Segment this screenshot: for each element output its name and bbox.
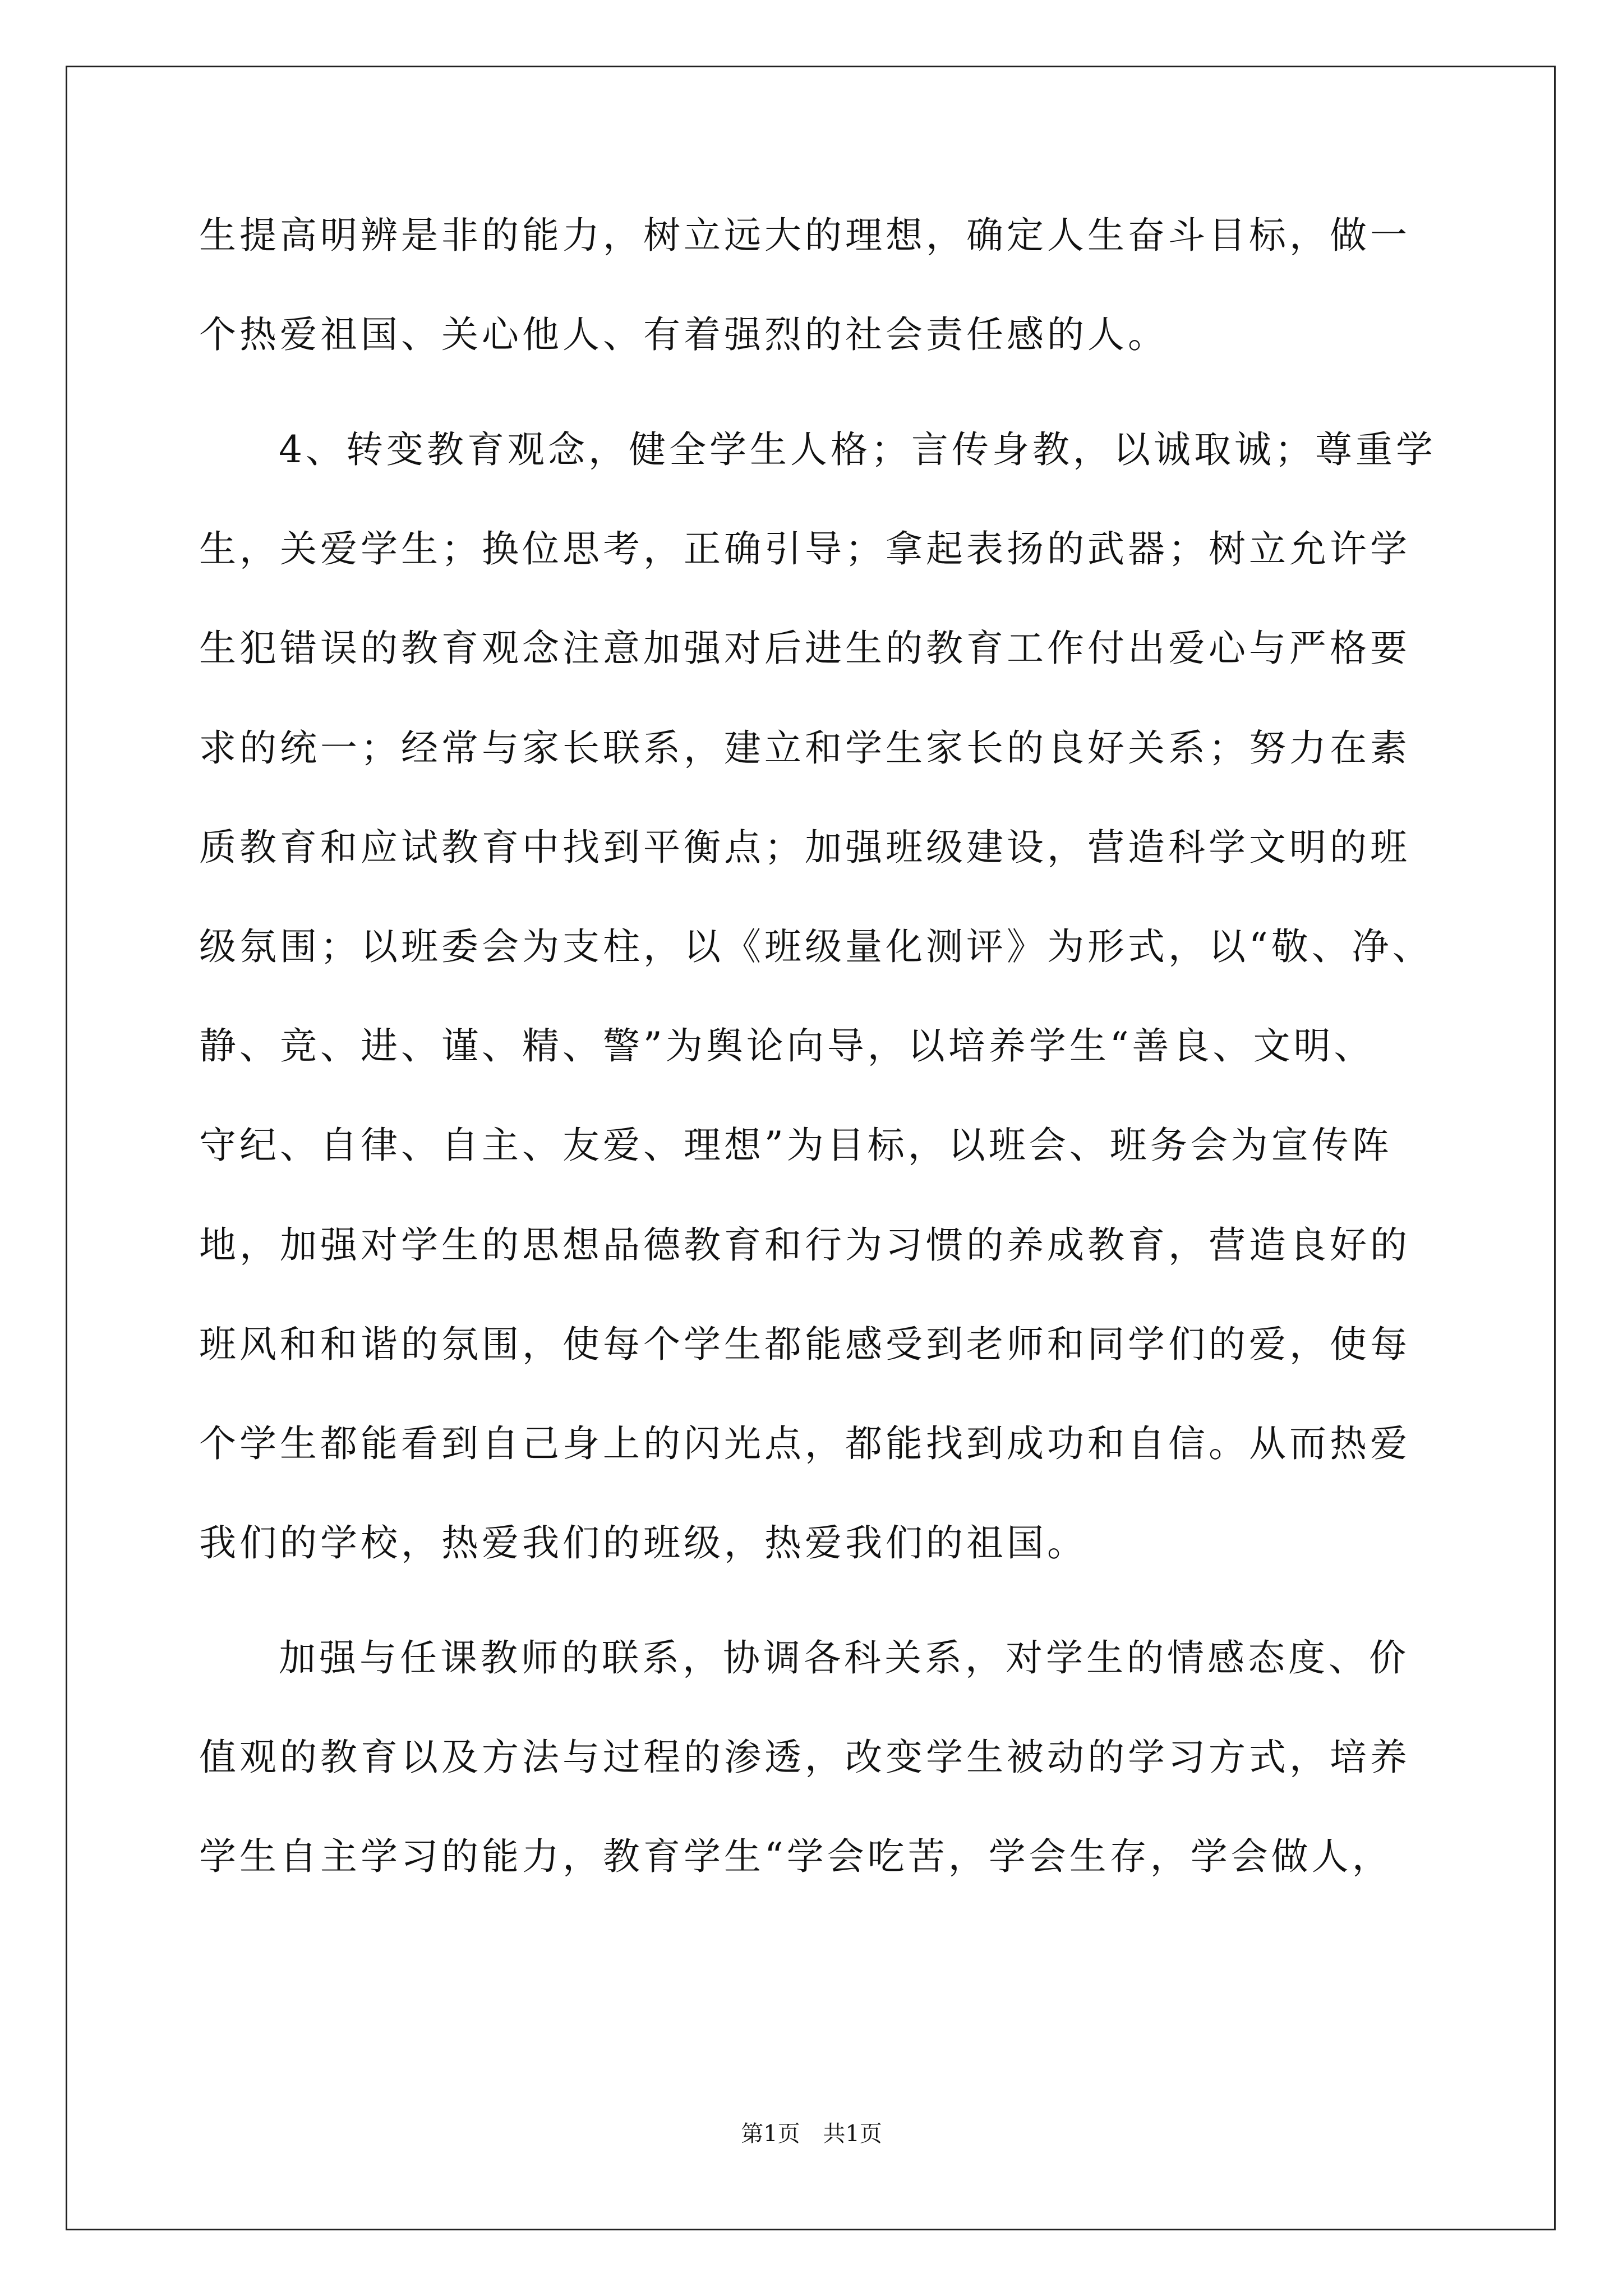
paragraph-line: 个学生都能看到自己身上的闪光点，都能找到成功和自信。从而热爱: [199, 1422, 1410, 1465]
paragraph-line: 质教育和应试教育中找到平衡点；加强班级建设，营造科学文明的班: [199, 826, 1410, 869]
paragraph-line: 加强与任课教师的联系，协调各科关系，对学生的情感态度、价: [279, 1636, 1409, 1680]
paragraph-line: 生犯错误的教育观念注意加强对后进生的教育工作付出爱心与严格要: [199, 627, 1410, 670]
page-footer: [0, 2120, 1623, 2147]
paragraph-line: 我们的学校，热爱我们的班级，热爱我们的祖国。: [199, 1521, 1087, 1565]
paragraph-line: 静、竞、进、谨、精、警”为舆论向导，以培养学生“善良、文明、: [199, 1024, 1375, 1068]
paragraph-line: 地，加强对学生的思想品德教育和行为习惯的养成教育，营造良好的: [199, 1223, 1410, 1267]
paragraph-line: 生，关爱学生；换位思考，正确引导；拿起表扬的武器；树立允许学: [199, 527, 1410, 570]
paragraph-line: 求的统一；经常与家长联系，建立和学生家长的良好关系；努力在素: [199, 726, 1410, 770]
paragraph-line: 班风和和谐的氛围，使每个学生都能感受到老师和同学们的爱，使每: [199, 1323, 1410, 1366]
page-number: 第1页: [741, 2121, 800, 2147]
page-total: 共1页: [823, 2121, 882, 2147]
paragraph-line: 个热爱祖国、关心他人、有着强烈的社会责任感的人。: [199, 313, 1168, 356]
paragraph-line: 生提高明辨是非的能力，树立远大的理想，确定人生奋斗目标，做一: [199, 214, 1410, 257]
paragraph-line: 4、转变教育观念，健全学生人格；言传身教，以诚取诚；尊重学: [279, 428, 1436, 471]
paragraph-line: 值观的教育以及方法与过程的渗透，改变学生被动的学习方式，培养: [199, 1736, 1410, 1779]
paragraph-line: 学生自主学习的能力，教育学生“学会吃苦，学会生存，学会做人，: [199, 1835, 1393, 1878]
paragraph-line: 级氛围；以班委会为支柱，以《班级量化测评》为形式，以“敬、净、: [199, 925, 1433, 968]
paragraph-line: 守纪、自律、自主、友爱、理想”为目标，以班会、班务会为宣传阵: [199, 1124, 1393, 1167]
